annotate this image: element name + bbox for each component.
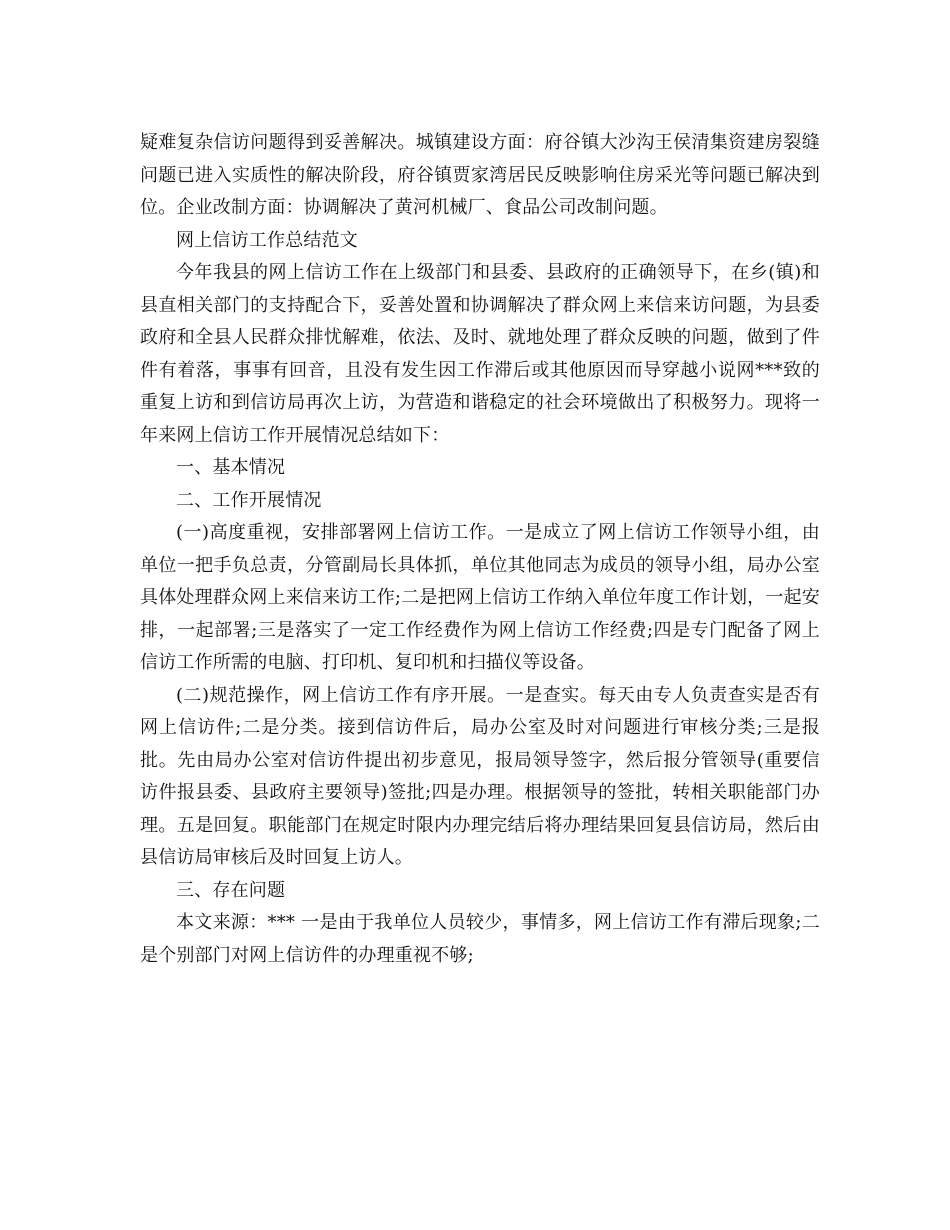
paragraph-continuation: 疑难复杂信访问题得到妥善解决。城镇建设方面：府谷镇大沙沟王侯清集资建房裂缝问题已进入实质性的解决阶段，府谷镇贾家湾居民反映影响住房采光等问题已解决到位。企业改制方面：协调解决了黄河机械厂、食品公司改制问题。: [140, 132, 820, 218]
document-body: [140, 127, 820, 972]
paragraph-item-1: (一)高度重视，安排部署网上信访工作。一是成立了网上信访工作领导小组，由单位一把手负总责，分管副局长具体抓，单位其他同志为成员的领导小组，局办公室具体处理群众网上来信来访工作;二是把网上信访工作纳入单位年度工作计划，一起安排，一起部署;三是落实了一定工作经费作为网上信访工作经费;四是专门配备了网上信访工作所需的电脑、打印机、复印机和扫描仪等设备。: [140, 522, 820, 673]
section-heading-work-progress: 二、工作开展情况: [176, 489, 322, 511]
section-heading-problems: 三、存在问题: [176, 879, 286, 901]
paragraph-item-2: (二)规范操作，网上信访工作有序开展。一是查实。每天由专人负责查实是否有网上信访件;二是分类。接到信访件后，局办公室及时对问题进行审核分类;三是报批。先由局办公室对信访件提出初步意见，报局领导签字，然后报分管领导(重要信访件报县委、县政府主要领导)签批;四是办理。根据领导的签批，转相关职能部门办理。五是回复。职能部门在规定时限内办理完结后将办理结果回复县信访局，然后由县信访局审核后及时回复上访人。: [140, 684, 820, 868]
paragraph-problems: 本文来源：*** 一是由于我单位人员较少，事情多，网上信访工作有滞后现象;二是个别部门对网上信访件的办理重视不够;: [140, 912, 820, 966]
paragraph-intro: 今年我县的网上信访工作在上级部门和县委、县政府的正确领导下，在乡(镇)和县直相关部门的支持配合下，妥善处置和协调解决了群众网上来信来访问题，为县委政府和全县人民群众排忧解难，依法、及时、就地处理了群众反映的问题，做到了件件有着落，事事有回音，且没有发生因工作滞后或其他原因而导穿越小说网***致的重复上访和到信访局再次上访，为营造和谐稳定的社会环境做出了积极努力。现将一年来网上信访工作开展情况总结如下：: [140, 262, 820, 446]
section-heading-basic-situation: 一、基本情况: [176, 457, 286, 478]
document-heading: 网上信访工作总结范文: [176, 229, 358, 251]
